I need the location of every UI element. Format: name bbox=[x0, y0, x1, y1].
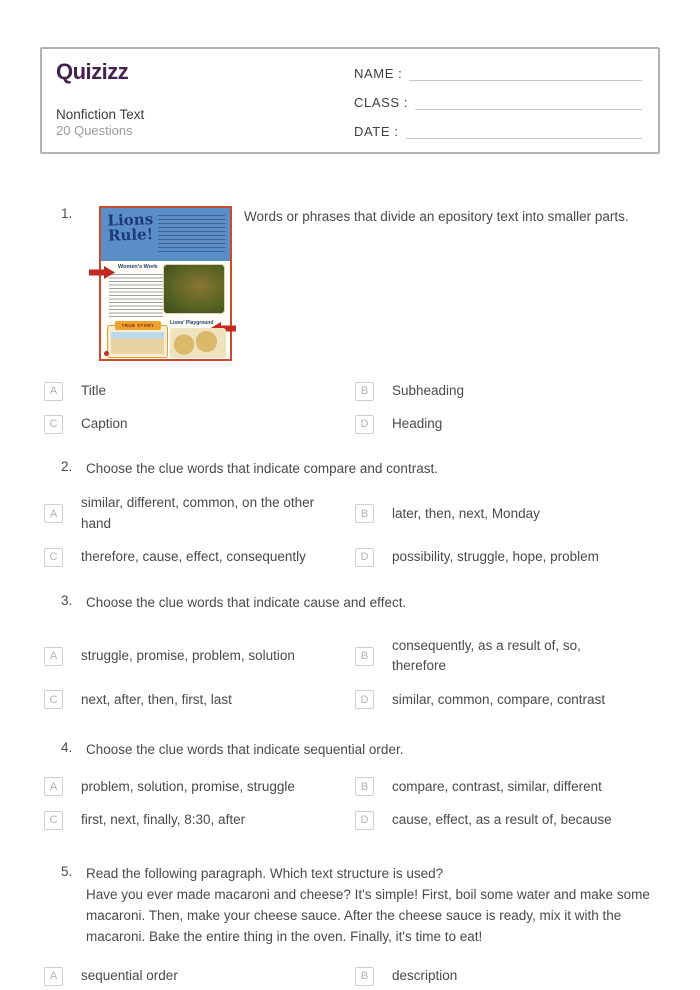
name-label: NAME : bbox=[354, 65, 403, 81]
option-a bbox=[44, 646, 355, 666]
option-a-box[interactable]: A bbox=[44, 647, 63, 666]
option-a-box[interactable]: A bbox=[44, 777, 63, 796]
class-write-line[interactable] bbox=[415, 94, 642, 110]
option-d-box[interactable]: D bbox=[355, 415, 374, 434]
option-a-box[interactable]: A bbox=[44, 382, 63, 401]
question-5-options bbox=[44, 966, 660, 986]
option-b bbox=[355, 504, 660, 524]
option-b-box[interactable]: B bbox=[355, 967, 374, 986]
option-a-text: Title bbox=[81, 383, 107, 398]
question-4-options bbox=[44, 777, 660, 831]
question-3-text: Choose the clue words that indicate cause and effect. bbox=[86, 595, 407, 611]
option-b-text: Subheading bbox=[392, 383, 465, 398]
option-b bbox=[355, 636, 660, 677]
option-b-text: description bbox=[392, 967, 458, 983]
question-2-number: 2. bbox=[61, 458, 73, 474]
question-4-number: 4. bbox=[61, 739, 73, 755]
quiz-title: Nonfiction Text bbox=[56, 106, 145, 122]
name-field-row bbox=[354, 61, 642, 81]
question-2-text: Choose the clue words that indicate compare and contrast. bbox=[86, 460, 438, 476]
magazine-subheading-top: Women's Work bbox=[118, 264, 158, 270]
option-a-text: problem, solution, promise, struggle bbox=[81, 778, 295, 794]
magazine-intro-text bbox=[158, 215, 225, 254]
option-a bbox=[44, 493, 355, 534]
question-5-paragraph: Have you ever made macaroni and cheese? It's simple! First, boil some water and make some macaroni. Then, make your cheese sauce. After the cheese sauce is ready, mix it with the macaroni. Bake the entire thing in the oven. Finally, it's time to eat! bbox=[86, 887, 650, 945]
option-b-box[interactable]: B bbox=[355, 647, 374, 666]
option-c bbox=[44, 810, 355, 830]
question-1-number: 1. bbox=[61, 206, 73, 221]
playground-cartoon bbox=[170, 328, 226, 358]
magazine-image bbox=[99, 206, 232, 361]
magazine-body-text bbox=[109, 274, 163, 318]
option-c bbox=[44, 690, 355, 710]
option-c-text: therefore, cause, effect, consequently bbox=[81, 548, 306, 564]
question-3 bbox=[44, 593, 660, 614]
question-5-text: Read the following paragraph. Which text structure is used? bbox=[86, 866, 444, 882]
question-2 bbox=[44, 459, 660, 480]
option-c-box[interactable]: C bbox=[44, 811, 63, 830]
true-story-banner: TRUE STORY bbox=[115, 321, 161, 330]
option-b-text: compare, contrast, similar, different bbox=[392, 778, 602, 794]
header-left bbox=[56, 59, 144, 140]
playground-section bbox=[170, 320, 226, 358]
option-a bbox=[44, 381, 355, 401]
option-c-box[interactable]: C bbox=[44, 690, 63, 709]
question-5-body bbox=[86, 864, 660, 948]
option-d-text: similar, common, compare, contrast bbox=[392, 691, 606, 707]
option-b-box[interactable]: B bbox=[355, 777, 374, 796]
option-b bbox=[355, 777, 660, 797]
option-b-box[interactable]: B bbox=[355, 504, 374, 523]
option-d-box[interactable]: D bbox=[355, 690, 374, 709]
option-a-text: similar, different, common, on the other hand bbox=[81, 495, 315, 531]
question-5-number: 5. bbox=[61, 864, 73, 880]
option-a bbox=[44, 966, 355, 986]
class-label: CLASS : bbox=[354, 94, 409, 110]
option-a-text: sequential order bbox=[81, 967, 178, 983]
quiz-meta bbox=[56, 106, 144, 140]
question-3-options bbox=[44, 636, 660, 710]
option-c-box[interactable]: C bbox=[44, 548, 63, 567]
option-a bbox=[44, 777, 355, 797]
question-count: 20 Questions bbox=[56, 123, 133, 139]
option-d bbox=[355, 547, 660, 567]
true-story-cartoon bbox=[111, 332, 164, 354]
option-b-text: consequently, as a result of, so, therefore bbox=[392, 638, 581, 674]
question-4 bbox=[44, 740, 660, 761]
option-d-text: Heading bbox=[392, 416, 443, 432]
option-d-box[interactable]: D bbox=[355, 548, 374, 567]
option-c-text: next, after, then, first, last bbox=[81, 691, 232, 707]
question-5 bbox=[44, 864, 660, 948]
option-c-box[interactable]: C bbox=[44, 415, 63, 434]
option-a-box[interactable]: A bbox=[44, 967, 63, 986]
worksheet-header bbox=[40, 47, 660, 154]
question-1-options bbox=[44, 381, 660, 435]
date-label: DATE : bbox=[354, 123, 399, 139]
question-2-options bbox=[44, 493, 660, 567]
questions-list bbox=[0, 206, 700, 986]
option-c-text: first, next, finally, 8:30, after bbox=[81, 812, 246, 828]
option-c bbox=[44, 547, 355, 567]
quizizz-logo: Quizizz bbox=[56, 59, 129, 84]
option-d bbox=[355, 414, 660, 434]
option-a-box[interactable]: A bbox=[44, 504, 63, 523]
true-story-box bbox=[107, 325, 168, 358]
magazine-subheading-bottom: Lions' Playground bbox=[170, 320, 214, 326]
option-d-text: possibility, struggle, hope, problem bbox=[392, 548, 599, 564]
option-b-text: later, then, next, Monday bbox=[392, 505, 540, 521]
question-4-text: Choose the clue words that indicate sequential order. bbox=[86, 741, 404, 757]
magazine-header bbox=[101, 208, 230, 261]
question-1 bbox=[44, 206, 660, 361]
question-3-number: 3. bbox=[61, 593, 73, 609]
magazine-title: Lions Rule! bbox=[107, 210, 154, 245]
option-d bbox=[355, 690, 660, 710]
option-c-text: Caption bbox=[81, 416, 128, 432]
option-c bbox=[44, 414, 355, 434]
option-a-text: struggle, promise, problem, solution bbox=[81, 648, 295, 664]
class-field-row bbox=[354, 90, 642, 110]
option-b-box[interactable]: B bbox=[355, 382, 374, 401]
option-b bbox=[355, 381, 660, 401]
option-d-text: cause, effect, as a result of, because bbox=[392, 812, 612, 828]
date-field-row bbox=[354, 119, 642, 139]
name-write-line[interactable] bbox=[409, 65, 642, 81]
option-b bbox=[355, 966, 660, 986]
lion-photo bbox=[163, 264, 225, 314]
question-1-text: Words or phrases that divide an epository text into smaller parts. bbox=[244, 209, 629, 224]
date-write-line[interactable] bbox=[406, 123, 642, 139]
option-d-box[interactable]: D bbox=[355, 811, 374, 830]
option-d bbox=[355, 810, 660, 830]
student-fields bbox=[354, 59, 642, 140]
publisher-dot bbox=[104, 351, 109, 356]
